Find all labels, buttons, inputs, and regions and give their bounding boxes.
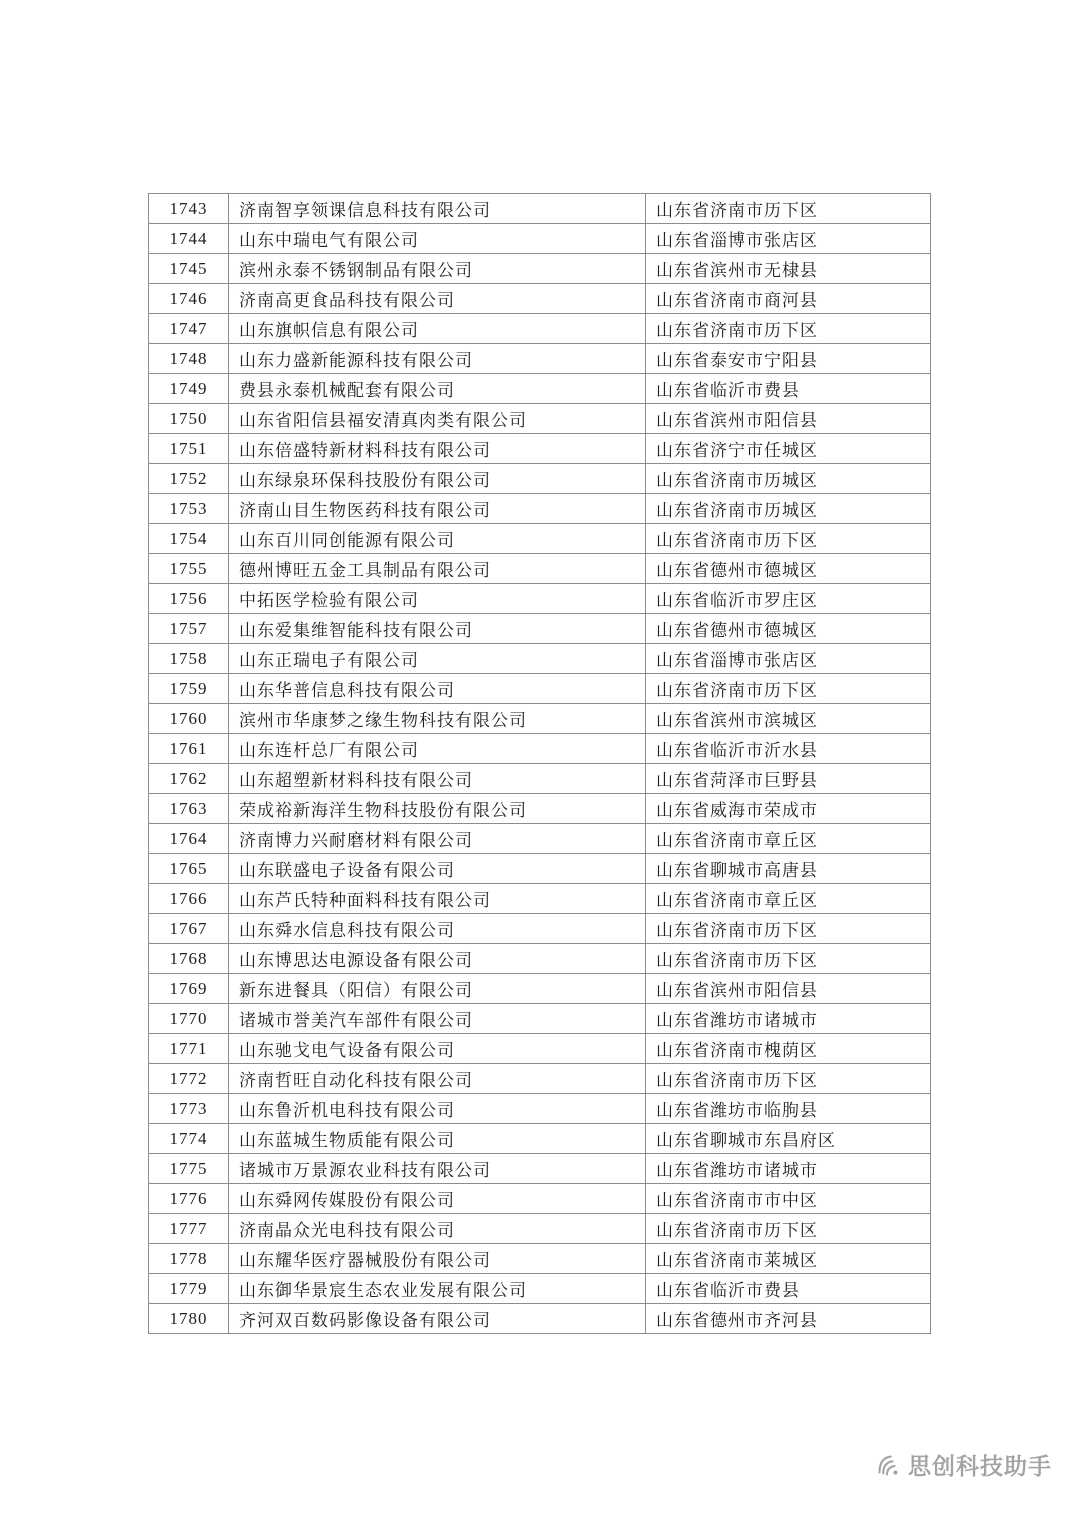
table-row xyxy=(149,1064,931,1094)
watermark-logo-icon xyxy=(872,1450,902,1480)
company-name-cell: 济南高更食品科技有限公司 xyxy=(229,284,646,314)
company-name-cell: 费县永泰机械配套有限公司 xyxy=(229,374,646,404)
row-number-cell: 1755 xyxy=(149,554,229,584)
row-number-cell: 1753 xyxy=(149,494,229,524)
row-number-cell: 1748 xyxy=(149,344,229,374)
table-row xyxy=(149,464,931,494)
location-cell: 山东省济南市历下区 xyxy=(646,674,931,704)
table-row xyxy=(149,284,931,314)
location-cell: 山东省济南市历下区 xyxy=(646,314,931,344)
company-name-cell: 山东倍盛特新材料科技有限公司 xyxy=(229,434,646,464)
table-row xyxy=(149,854,931,884)
company-name-cell: 山东超塑新材料科技有限公司 xyxy=(229,764,646,794)
row-number-cell: 1772 xyxy=(149,1064,229,1094)
row-number-cell: 1779 xyxy=(149,1274,229,1304)
company-name-cell: 齐河双百数码影像设备有限公司 xyxy=(229,1304,646,1334)
location-cell: 山东省泰安市宁阳县 xyxy=(646,344,931,374)
row-number-cell: 1765 xyxy=(149,854,229,884)
company-name-cell: 中拓医学检验有限公司 xyxy=(229,584,646,614)
company-name-cell: 山东爱集维智能科技有限公司 xyxy=(229,614,646,644)
company-name-cell: 山东芦氏特种面料科技有限公司 xyxy=(229,884,646,914)
location-cell: 山东省潍坊市诸城市 xyxy=(646,1154,931,1184)
row-number-cell: 1757 xyxy=(149,614,229,644)
company-name-cell: 山东舜网传媒股份有限公司 xyxy=(229,1184,646,1214)
table-row xyxy=(149,884,931,914)
row-number-cell: 1762 xyxy=(149,764,229,794)
table-row xyxy=(149,194,931,224)
location-cell: 山东省临沂市沂水县 xyxy=(646,734,931,764)
location-cell: 山东省威海市荣成市 xyxy=(646,794,931,824)
table-row xyxy=(149,1244,931,1274)
company-name-cell: 山东华普信息科技有限公司 xyxy=(229,674,646,704)
row-number-cell: 1778 xyxy=(149,1244,229,1274)
location-cell: 山东省潍坊市临朐县 xyxy=(646,1094,931,1124)
location-cell: 山东省德州市齐河县 xyxy=(646,1304,931,1334)
location-cell: 山东省聊城市高唐县 xyxy=(646,854,931,884)
table-row xyxy=(149,944,931,974)
table-row xyxy=(149,1274,931,1304)
table-row xyxy=(149,1184,931,1214)
table-row xyxy=(149,794,931,824)
company-name-cell: 诸城市誉美汽车部件有限公司 xyxy=(229,1004,646,1034)
table-row xyxy=(149,674,931,704)
table-row xyxy=(149,614,931,644)
table-row xyxy=(149,704,931,734)
company-name-cell: 荣成裕新海洋生物科技股份有限公司 xyxy=(229,794,646,824)
row-number-cell: 1743 xyxy=(149,194,229,224)
location-cell: 山东省济南市莱城区 xyxy=(646,1244,931,1274)
row-number-cell: 1750 xyxy=(149,404,229,434)
location-cell: 山东省济南市章丘区 xyxy=(646,824,931,854)
table-row xyxy=(149,1304,931,1334)
table-row xyxy=(149,734,931,764)
company-name-cell: 山东绿泉环保科技股份有限公司 xyxy=(229,464,646,494)
location-cell: 山东省济南市章丘区 xyxy=(646,884,931,914)
row-number-cell: 1751 xyxy=(149,434,229,464)
row-number-cell: 1754 xyxy=(149,524,229,554)
location-cell: 山东省济南市历下区 xyxy=(646,944,931,974)
location-cell: 山东省德州市德城区 xyxy=(646,614,931,644)
row-number-cell: 1744 xyxy=(149,224,229,254)
company-name-cell: 德州博旺五金工具制品有限公司 xyxy=(229,554,646,584)
row-number-cell: 1768 xyxy=(149,944,229,974)
location-cell: 山东省济南市市中区 xyxy=(646,1184,931,1214)
company-name-cell: 山东旗帜信息有限公司 xyxy=(229,314,646,344)
location-cell: 山东省淄博市张店区 xyxy=(646,644,931,674)
location-cell: 山东省济南市历城区 xyxy=(646,464,931,494)
location-cell: 山东省济南市历下区 xyxy=(646,1214,931,1244)
row-number-cell: 1759 xyxy=(149,674,229,704)
company-name-cell: 山东力盛新能源科技有限公司 xyxy=(229,344,646,374)
row-number-cell: 1773 xyxy=(149,1094,229,1124)
company-name-cell: 滨州市华康梦之缘生物科技有限公司 xyxy=(229,704,646,734)
company-name-cell: 济南博力兴耐磨材料有限公司 xyxy=(229,824,646,854)
location-cell: 山东省滨州市无棣县 xyxy=(646,254,931,284)
company-name-cell: 山东连杆总厂有限公司 xyxy=(229,734,646,764)
row-number-cell: 1764 xyxy=(149,824,229,854)
company-name-cell: 山东蓝城生物质能有限公司 xyxy=(229,1124,646,1154)
row-number-cell: 1780 xyxy=(149,1304,229,1334)
table-row xyxy=(149,314,931,344)
table-row xyxy=(149,914,931,944)
company-name-cell: 山东驰戈电气设备有限公司 xyxy=(229,1034,646,1064)
row-number-cell: 1749 xyxy=(149,374,229,404)
location-cell: 山东省滨州市滨城区 xyxy=(646,704,931,734)
company-name-cell: 山东正瑞电子有限公司 xyxy=(229,644,646,674)
table-row xyxy=(149,644,931,674)
watermark xyxy=(872,1448,1052,1481)
row-number-cell: 1746 xyxy=(149,284,229,314)
table-row xyxy=(149,1094,931,1124)
location-cell: 山东省济南市历下区 xyxy=(646,1064,931,1094)
company-name-cell: 诸城市万景源农业科技有限公司 xyxy=(229,1154,646,1184)
table-row xyxy=(149,404,931,434)
company-name-cell: 济南哲旺自动化科技有限公司 xyxy=(229,1064,646,1094)
table-row xyxy=(149,1004,931,1034)
location-cell: 山东省济南市历下区 xyxy=(646,194,931,224)
company-name-cell: 山东耀华医疗器械股份有限公司 xyxy=(229,1244,646,1274)
location-cell: 山东省潍坊市诸城市 xyxy=(646,1004,931,1034)
table-row xyxy=(149,344,931,374)
location-cell: 山东省滨州市阳信县 xyxy=(646,404,931,434)
row-number-cell: 1775 xyxy=(149,1154,229,1184)
table-row xyxy=(149,824,931,854)
location-cell: 山东省淄博市张店区 xyxy=(646,224,931,254)
row-number-cell: 1756 xyxy=(149,584,229,614)
location-cell: 山东省临沂市费县 xyxy=(646,374,931,404)
row-number-cell: 1763 xyxy=(149,794,229,824)
watermark-text: 思创科技助手 xyxy=(908,1453,1052,1479)
company-name-cell: 山东舜水信息科技有限公司 xyxy=(229,914,646,944)
company-name-cell: 山东鲁沂机电科技有限公司 xyxy=(229,1094,646,1124)
table-row xyxy=(149,1214,931,1244)
table-row xyxy=(149,1124,931,1154)
company-table-body xyxy=(149,194,931,1334)
company-name-cell: 山东御华景宸生态农业发展有限公司 xyxy=(229,1274,646,1304)
location-cell: 山东省临沂市罗庄区 xyxy=(646,584,931,614)
row-number-cell: 1766 xyxy=(149,884,229,914)
company-name-cell: 新东进餐具（阳信）有限公司 xyxy=(229,974,646,1004)
location-cell: 山东省济南市商河县 xyxy=(646,284,931,314)
row-number-cell: 1767 xyxy=(149,914,229,944)
table-row xyxy=(149,1154,931,1184)
row-number-cell: 1769 xyxy=(149,974,229,1004)
table-row xyxy=(149,224,931,254)
row-number-cell: 1752 xyxy=(149,464,229,494)
table-row xyxy=(149,554,931,584)
table-row xyxy=(149,374,931,404)
location-cell: 山东省济南市槐荫区 xyxy=(646,1034,931,1064)
company-name-cell: 济南智享领课信息科技有限公司 xyxy=(229,194,646,224)
row-number-cell: 1760 xyxy=(149,704,229,734)
location-cell: 山东省德州市德城区 xyxy=(646,554,931,584)
table-row xyxy=(149,494,931,524)
company-name-cell: 山东中瑞电气有限公司 xyxy=(229,224,646,254)
company-name-cell: 济南晶众光电科技有限公司 xyxy=(229,1214,646,1244)
table-row xyxy=(149,254,931,284)
row-number-cell: 1770 xyxy=(149,1004,229,1034)
location-cell: 山东省济南市历城区 xyxy=(646,494,931,524)
location-cell: 山东省济南市历下区 xyxy=(646,524,931,554)
row-number-cell: 1747 xyxy=(149,314,229,344)
location-cell: 山东省滨州市阳信县 xyxy=(646,974,931,1004)
table-row xyxy=(149,524,931,554)
row-number-cell: 1745 xyxy=(149,254,229,284)
row-number-cell: 1761 xyxy=(149,734,229,764)
company-name-cell: 山东联盛电子设备有限公司 xyxy=(229,854,646,884)
location-cell: 山东省菏泽市巨野县 xyxy=(646,764,931,794)
row-number-cell: 1771 xyxy=(149,1034,229,1064)
row-number-cell: 1776 xyxy=(149,1184,229,1214)
company-name-cell: 山东百川同创能源有限公司 xyxy=(229,524,646,554)
company-name-cell: 济南山目生物医药科技有限公司 xyxy=(229,494,646,524)
company-name-cell: 山东博思达电源设备有限公司 xyxy=(229,944,646,974)
table-row xyxy=(149,584,931,614)
company-table xyxy=(148,193,931,1334)
location-cell: 山东省济南市历下区 xyxy=(646,914,931,944)
row-number-cell: 1774 xyxy=(149,1124,229,1154)
table-row xyxy=(149,434,931,464)
table-row xyxy=(149,764,931,794)
location-cell: 山东省济宁市任城区 xyxy=(646,434,931,464)
company-name-cell: 山东省阳信县福安清真肉类有限公司 xyxy=(229,404,646,434)
row-number-cell: 1777 xyxy=(149,1214,229,1244)
table-row xyxy=(149,974,931,1004)
location-cell: 山东省临沂市费县 xyxy=(646,1274,931,1304)
row-number-cell: 1758 xyxy=(149,644,229,674)
table-row xyxy=(149,1034,931,1064)
location-cell: 山东省聊城市东昌府区 xyxy=(646,1124,931,1154)
company-name-cell: 滨州永泰不锈钢制品有限公司 xyxy=(229,254,646,284)
